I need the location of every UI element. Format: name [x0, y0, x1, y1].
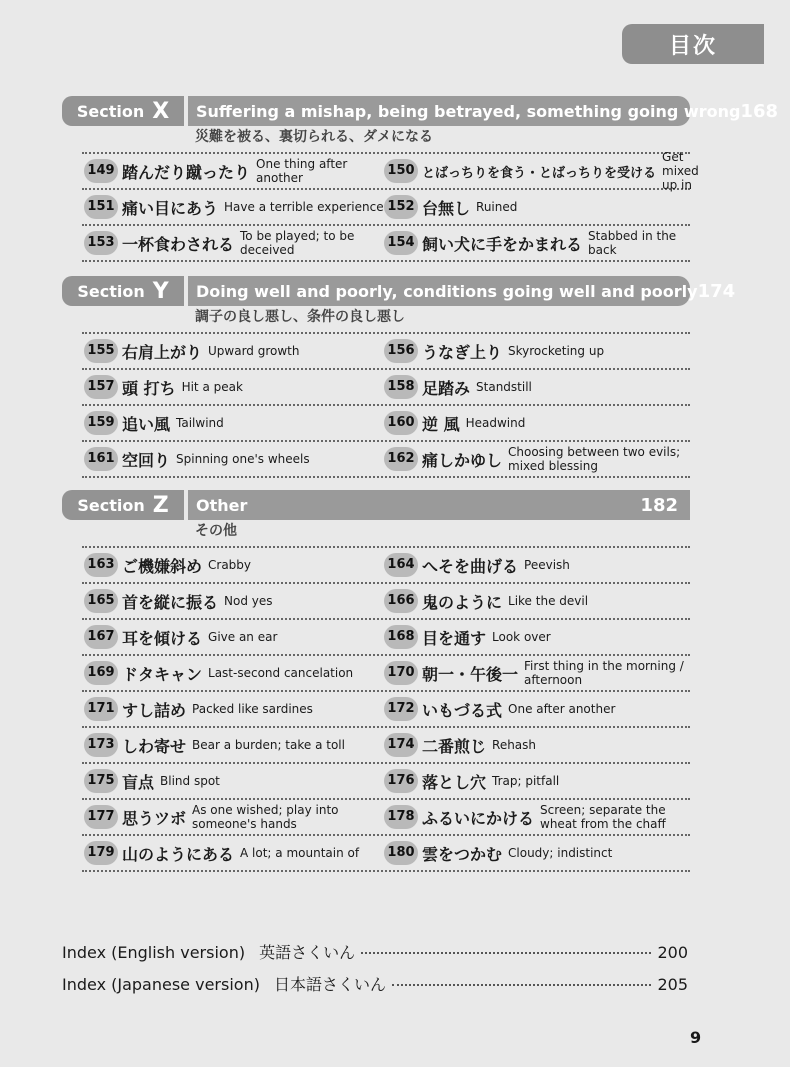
entry-row: [84, 692, 690, 726]
section-header: [62, 96, 778, 126]
entry-number: 155: [84, 339, 118, 363]
entry-number: 156: [384, 339, 418, 363]
section-header: [62, 276, 736, 306]
entry-row: [84, 764, 690, 798]
entry-number: 172: [384, 697, 418, 721]
entry-row: [84, 334, 690, 368]
toc-entry[interactable]: [84, 803, 384, 831]
entry-english: Blind spot: [160, 774, 220, 788]
entry-number: 165: [84, 589, 118, 613]
entry-english: Skyrocketing up: [508, 344, 605, 358]
section-page: 182: [640, 494, 678, 516]
section-word: Section: [77, 281, 145, 301]
section-subtitle: 調子の良し悪し、条件の良し悪し: [195, 309, 405, 325]
entry-number: 180: [384, 841, 418, 865]
entry-english: Last-second cancelation: [208, 666, 354, 680]
section-label: [62, 276, 184, 306]
entry-japanese: 一杯食わされる: [122, 234, 235, 254]
entry-number: 154: [384, 231, 418, 255]
section-title: Suffering a mishap, being betrayed, something going wrong: [196, 101, 741, 121]
entry-english: Nod yes: [224, 594, 273, 608]
toc-entry[interactable]: [84, 589, 384, 613]
toc-entry[interactable]: [384, 659, 690, 687]
index-page: 200: [657, 943, 688, 962]
entry-number: 163: [84, 553, 118, 577]
page-number: 9: [690, 1028, 702, 1047]
toc-entry[interactable]: [84, 375, 384, 399]
toc-entry[interactable]: [84, 769, 384, 793]
entry-row: [84, 836, 690, 870]
entry-english: Screen; separate the wheat from the chaff: [540, 803, 666, 831]
entry-number: 161: [84, 447, 118, 471]
entry-english: Stabbed in the back: [588, 229, 677, 257]
toc-entry[interactable]: [384, 589, 690, 613]
entry-japanese: ドタキャン: [122, 664, 203, 684]
section-title-bar[interactable]: [188, 276, 736, 306]
toc-entry[interactable]: [384, 411, 690, 435]
toc-entry[interactable]: [384, 445, 690, 473]
toc-entry[interactable]: [84, 697, 384, 721]
entry-row: [84, 226, 690, 260]
entry-english: One thing after another: [256, 157, 348, 185]
toc-entry[interactable]: [84, 625, 384, 649]
entry-japanese: ふるいにかける: [422, 808, 535, 828]
index-japanese-label: 日本語さくいん: [273, 975, 386, 994]
entry-japanese: 落とし穴: [422, 772, 487, 792]
section-subtitle: 災難を被る、裏切られる、ダメになる: [195, 129, 433, 145]
index-page: 205: [657, 975, 688, 994]
section-z: [62, 490, 690, 872]
toc-entry[interactable]: [384, 339, 690, 363]
section-x: [62, 96, 778, 262]
entry-japanese: 足踏み: [422, 378, 471, 398]
entry-japanese: ご機嫌斜め: [122, 556, 203, 576]
section-title-bar[interactable]: [188, 490, 690, 520]
toc-entry[interactable]: [384, 841, 690, 865]
entry-japanese: 右肩上がり: [122, 342, 203, 362]
entry-english: Bear a burden; take a toll: [192, 738, 345, 752]
entry-number: 166: [384, 589, 418, 613]
entry-japanese: へそを曲げる: [422, 556, 519, 576]
entry-english: Tailwind: [176, 416, 224, 430]
index-entry[interactable]: [62, 972, 688, 1004]
toc-entry[interactable]: [84, 447, 384, 471]
entry-row: [84, 406, 690, 440]
entry-number: 150: [384, 159, 418, 183]
section-subtitle: その他: [195, 523, 237, 539]
toc-entry[interactable]: [384, 553, 690, 577]
entry-japanese: 思うツボ: [122, 808, 187, 828]
entry-japanese: 山のようにある: [122, 844, 235, 864]
section-title-bar[interactable]: [188, 96, 778, 126]
entry-number: 178: [384, 805, 418, 829]
section-title: Doing well and poorly, conditions going well and poorly: [196, 281, 698, 301]
toc-entry[interactable]: [84, 553, 384, 577]
toc-entry[interactable]: [384, 195, 690, 219]
entry-japanese: 首を縦に振る: [122, 592, 219, 612]
toc-entry[interactable]: [84, 195, 384, 219]
entry-number: 170: [384, 661, 418, 685]
entry-number: 168: [384, 625, 418, 649]
entry-row: [84, 656, 690, 690]
entry-row: [84, 190, 690, 224]
entry-japanese: 逆 風: [422, 414, 460, 434]
toc-entry[interactable]: [384, 803, 690, 831]
divider: [82, 870, 690, 872]
entry-number: 160: [384, 411, 418, 435]
section-letter: Y: [152, 278, 169, 304]
entry-japanese: 雲をつかむ: [422, 844, 503, 864]
toc-entry[interactable]: [384, 697, 690, 721]
entry-english: One after another: [508, 702, 616, 716]
dot-leader: [361, 952, 651, 954]
entry-number: 169: [84, 661, 118, 685]
entry-japanese: とばっちりを食う・とばっちりを受ける: [422, 165, 657, 181]
index-english-label: Index (English version): [62, 943, 246, 962]
entry-japanese: 空回り: [122, 450, 171, 470]
entry-japanese: 鬼のように: [422, 592, 503, 612]
entry-english: Like the devil: [508, 594, 589, 608]
entry-number: 158: [384, 375, 418, 399]
toc-entry[interactable]: [84, 733, 384, 757]
entry-english: Trap; pitfall: [492, 774, 560, 788]
contents-tab: 目次: [622, 24, 764, 64]
entry-english: Standstill: [476, 380, 532, 394]
section-header: [62, 490, 690, 520]
entry-japanese: 踏んだり蹴ったり: [122, 162, 251, 182]
toc-entry[interactable]: [384, 375, 690, 399]
section-letter: Z: [152, 492, 169, 518]
entry-number: 167: [84, 625, 118, 649]
entry-japanese: 痛い目にあう: [122, 198, 219, 218]
entry-english: Choosing between two evils; mixed blessing: [508, 445, 681, 473]
entry-english: Packed like sardines: [192, 702, 313, 716]
entry-japanese: いもづる式: [422, 700, 503, 720]
section-letter: X: [152, 98, 170, 124]
section-label: [62, 96, 184, 126]
entry-japanese: しわ寄せ: [122, 736, 187, 756]
entry-english: As one wished; play into someone's hands: [192, 803, 339, 831]
section-page: 168: [740, 100, 778, 122]
entry-number: 177: [84, 805, 118, 829]
entry-english: First thing in the morning / afternoon: [524, 659, 684, 687]
entry-row: [84, 150, 699, 192]
entry-number: 153: [84, 231, 118, 255]
entry-japanese: 台無し: [422, 198, 471, 218]
entry-japanese: うなぎ上り: [422, 342, 503, 362]
toc-entry[interactable]: [84, 411, 384, 435]
entry-number: 162: [384, 447, 418, 471]
entry-number: 152: [384, 195, 418, 219]
index-list: [62, 940, 688, 1004]
entry-japanese: 耳を傾ける: [122, 628, 203, 648]
entry-number: 159: [84, 411, 118, 435]
entry-japanese: 頭 打ち: [122, 378, 176, 398]
entry-row: [84, 800, 690, 834]
entry-english: A lot; a mountain of: [240, 846, 360, 860]
toc-entry[interactable]: [84, 661, 384, 685]
divider: [82, 476, 690, 478]
entry-number: 171: [84, 697, 118, 721]
section-page: 174: [697, 280, 736, 302]
section-word: Section: [77, 495, 145, 515]
toc-entry[interactable]: [384, 733, 690, 757]
entry-row: [84, 442, 690, 476]
index-entry[interactable]: [62, 940, 688, 972]
entry-row: [84, 370, 690, 404]
entry-english: Have a terrible experience: [224, 200, 384, 214]
entry-english: Cloudy; indistinct: [508, 846, 613, 860]
entry-english: Hit a peak: [181, 380, 243, 394]
entry-number: 157: [84, 375, 118, 399]
entry-number: 179: [84, 841, 118, 865]
toc-entry[interactable]: [84, 229, 384, 257]
entry-row: [84, 728, 690, 762]
entry-number: 173: [84, 733, 118, 757]
index-english-label: Index (Japanese version): [62, 975, 260, 994]
entry-english: Ruined: [476, 200, 518, 214]
entry-english: Crabby: [208, 558, 252, 572]
entry-english: Give an ear: [208, 630, 278, 644]
divider: [82, 260, 690, 262]
entry-japanese: 痛しかゆし: [422, 450, 503, 470]
entry-japanese: 朝一・午後一: [422, 664, 519, 684]
entry-english: To be played; to be deceived: [240, 229, 355, 257]
toc-entry[interactable]: [384, 229, 690, 257]
section-y: [62, 276, 736, 478]
entry-english: Upward growth: [208, 344, 300, 358]
entry-english: Peevish: [524, 558, 570, 572]
entry-english: Get mixed up in: [662, 150, 699, 192]
section-title: Other: [196, 495, 248, 515]
toc-entry[interactable]: [384, 625, 690, 649]
entry-english: Spinning one's wheels: [176, 452, 310, 466]
toc-entry[interactable]: [84, 841, 384, 865]
entry-number: 149: [84, 159, 118, 183]
toc-entry[interactable]: [384, 769, 690, 793]
section-word: Section: [76, 101, 145, 121]
toc-entry[interactable]: [84, 157, 384, 185]
entry-number: 175: [84, 769, 118, 793]
entry-row: [84, 584, 690, 618]
entry-english: Headwind: [465, 416, 526, 430]
entry-number: 164: [384, 553, 418, 577]
toc-entry[interactable]: [84, 339, 384, 363]
entry-english: Look over: [492, 630, 551, 644]
entry-japanese: 盲点: [122, 772, 155, 792]
entry-japanese: 追い風: [122, 414, 171, 434]
index-japanese-label: 英語さくいん: [259, 943, 356, 962]
entry-japanese: すし詰め: [122, 700, 187, 720]
entry-row: [84, 548, 690, 582]
entry-japanese: 二番煎じ: [422, 736, 487, 756]
entry-english: Rehash: [492, 738, 537, 752]
entry-number: 176: [384, 769, 418, 793]
section-label: [62, 490, 184, 520]
entry-japanese: 目を通す: [422, 628, 487, 648]
dot-leader: [392, 984, 651, 986]
toc-entry[interactable]: [384, 150, 699, 192]
entry-number: 151: [84, 195, 118, 219]
entry-japanese: 飼い犬に手をかまれる: [422, 234, 583, 254]
entry-number: 174: [384, 733, 418, 757]
entry-row: [84, 620, 690, 654]
